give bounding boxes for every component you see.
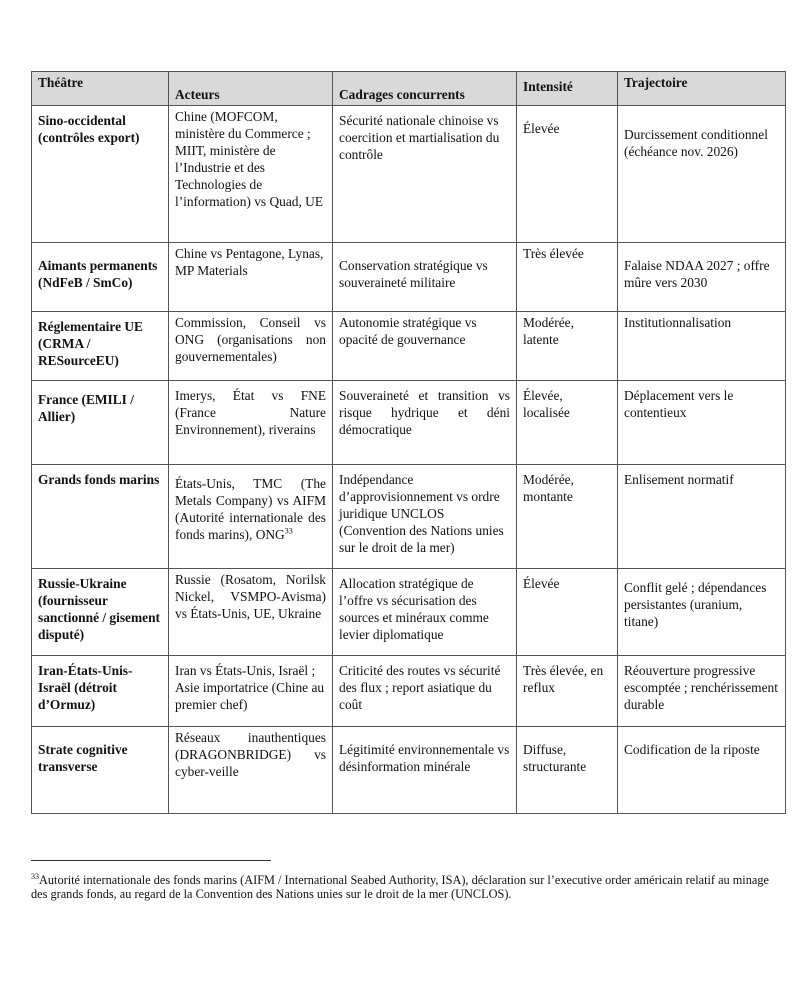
- trajectory-cell: Déplacement vers le contentieux: [618, 381, 786, 465]
- table-row: [32, 727, 786, 814]
- header-actors: Acteurs: [169, 72, 333, 106]
- table-row: [32, 569, 786, 656]
- actors-cell: Chine vs Pentagone, Lynas, MP Materials: [169, 243, 333, 312]
- intensity-cell: Modérée, montante: [517, 465, 618, 569]
- footnote-ref[interactable]: 33: [284, 526, 293, 536]
- intensity-cell: Élevée, localisée: [517, 381, 618, 465]
- framings-cell: Sécurité nationale chinoise vs coercition et martialisation du contrôle: [333, 106, 517, 243]
- table-row: [32, 243, 786, 312]
- theatre-cell: Strate cognitive transverse: [32, 727, 169, 814]
- framings-cell: Souveraineté et transition vs risque hydrique et déni démocratique: [333, 381, 517, 465]
- intensity-cell: Diffuse, structurante: [517, 727, 618, 814]
- actors-text: États-Unis, TMC (The Metals Company) vs AIFM (Autorité internationale des fonds marins), ONG: [175, 476, 326, 542]
- framings-cell: Légitimité environnementale vs désinformation minérale: [333, 727, 517, 814]
- trajectory-cell: Falaise NDAA 2027 ; offre mûre vers 2030: [618, 243, 786, 312]
- trajectory-cell: Enlisement normatif: [618, 465, 786, 569]
- table-row: [32, 656, 786, 727]
- framings-cell: Autonomie stratégique vs opacité de gouvernance: [333, 312, 517, 381]
- actors-cell: Commission, Conseil vs ONG (organisations non gouvernementales): [169, 312, 333, 381]
- table-row: [32, 381, 786, 465]
- framings-cell: Indépendance d’approvisionnement vs ordre juridique UNCLOS (Convention des Nations unies sur le droit de la mer): [333, 465, 517, 569]
- trajectory-cell: Réouverture progressive escomptée ; renchérissement durable: [618, 656, 786, 727]
- trajectory-cell: Codification de la riposte: [618, 727, 786, 814]
- intensity-cell: Élevée: [517, 106, 618, 243]
- theatre-cell: Aimants permanents (NdFeB / SmCo): [32, 243, 169, 312]
- table-row: [32, 106, 786, 243]
- conflict-table: [31, 71, 786, 814]
- actors-cell: Chine (MOFCOM, ministère du Commerce ; MIIT, ministère de l’Industrie et des Technologies de l’information) vs Quad, UE: [169, 106, 333, 243]
- footnote-text: Autorité internationale des fonds marins (AIFM / International Seabed Authority, ISA), déclaration sur l’executive order américain relatif au minage des grands fonds, au regard de la Convention des Nations unies sur le droit de la mer (UNCLOS).: [31, 873, 769, 901]
- theatre-cell: Iran-États-Unis-Israël (détroit d’Ormuz): [32, 656, 169, 727]
- theatre-cell: Russie-Ukraine (fournisseur sanctionné / gisement disputé): [32, 569, 169, 656]
- theatre-cell: Sino-occidental (contrôles export): [32, 106, 169, 243]
- framings-cell: Conservation stratégique vs souveraineté militaire: [333, 243, 517, 312]
- actors-cell: [169, 465, 333, 569]
- theatre-cell: France (EMILI / Allier): [32, 381, 169, 465]
- footnote-separator: [31, 860, 271, 861]
- table-header-row: [32, 72, 786, 106]
- actors-cell: Réseaux inauthentiques (DRAGONBRIDGE) vs cyber-veille: [169, 727, 333, 814]
- theatre-cell: Réglementaire UE (CRMA / RESourceEU): [32, 312, 169, 381]
- intensity-cell: Très élevée: [517, 243, 618, 312]
- intensity-cell: Très élevée, en reflux: [517, 656, 618, 727]
- table-row: [32, 312, 786, 381]
- footnote: [31, 873, 787, 901]
- table-row: [32, 465, 786, 569]
- actors-cell: Iran vs États-Unis, Israël ; Asie importatrice (Chine au premier chef): [169, 656, 333, 727]
- footnote-number: 33: [31, 871, 39, 881]
- actors-cell: Russie (Rosatom, Norilsk Nickel, VSMPO-Avisma) vs États-Unis, UE, Ukraine: [169, 569, 333, 656]
- header-theatre: Théâtre: [32, 72, 169, 106]
- theatre-cell: Grands fonds marins: [32, 465, 169, 569]
- trajectory-cell: Conflit gelé ; dépendances persistantes (uranium, titane): [618, 569, 786, 656]
- framings-cell: Allocation stratégique de l’offre vs sécurisation des sources et minéraux comme levier diplomatique: [333, 569, 517, 656]
- intensity-cell: Élevée: [517, 569, 618, 656]
- header-intensity: Intensité: [517, 72, 618, 106]
- header-trajectory: Trajectoire: [618, 72, 786, 106]
- actors-cell: Imerys, État vs FNE (France Nature Environnement), riverains: [169, 381, 333, 465]
- framings-cell: Criticité des routes vs sécurité des flux ; report asiatique du coût: [333, 656, 517, 727]
- header-framings: Cadrages concurrents: [333, 72, 517, 106]
- trajectory-cell: Institutionnalisation: [618, 312, 786, 381]
- trajectory-cell: Durcissement conditionnel (échéance nov. 2026): [618, 106, 786, 243]
- intensity-cell: Modérée, latente: [517, 312, 618, 381]
